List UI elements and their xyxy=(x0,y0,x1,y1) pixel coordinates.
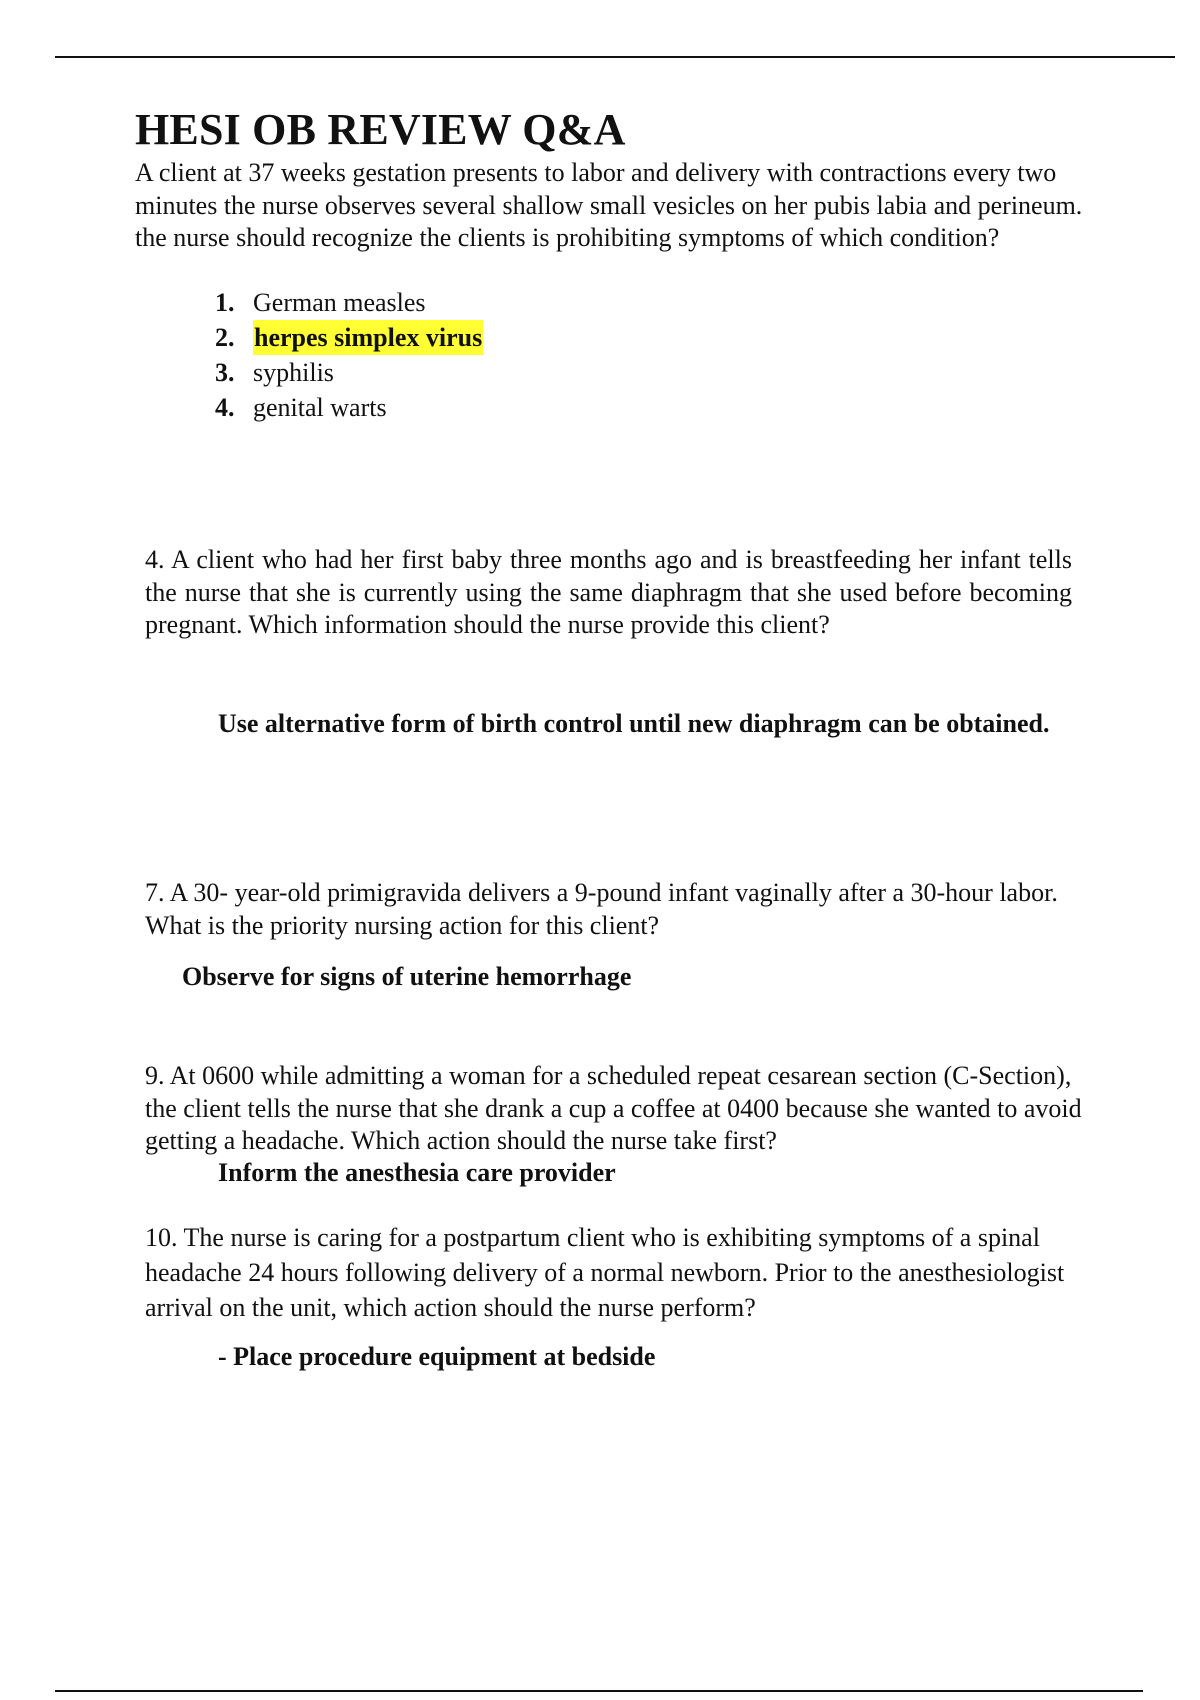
option-item xyxy=(215,355,483,390)
question-10-answer: - Place procedure equipment at bedside xyxy=(218,1342,656,1371)
option-text: syphilis xyxy=(253,358,334,387)
question-7-answer: Observe for signs of uterine hemorrhage xyxy=(182,962,632,991)
question-4-answer: Use alternative form of birth control until new diaphragm can be obtained. xyxy=(218,709,1050,738)
option-item xyxy=(215,285,483,320)
option-text: genital warts xyxy=(253,393,387,422)
header-rule xyxy=(55,56,1175,58)
option-text-highlighted: herpes simplex virus xyxy=(253,320,483,355)
option-number: 4. xyxy=(215,393,235,422)
question-10-text: 10. The nurse is caring for a postpartum client who is exhibiting symptoms of a spinal headache 24 hours following delivery of a normal newborn. Prior to the anesthesiologist arrival on the unit, which action should the nurse perform? xyxy=(145,1223,1065,1322)
question-1-text: A client at 37 weeks gestation presents to labor and delivery with contractions every two minutes the nurse observes several shallow small vesicles on her pubis labia and perineum. the nurse should recognize the clients is prohibiting symptoms of which condition? xyxy=(135,158,1083,252)
option-item xyxy=(215,390,483,425)
option-text: German measles xyxy=(253,288,426,317)
option-number: 3. xyxy=(215,358,235,387)
question-4-text: 4. A client who had her first baby three months ago and is breastfeeding her infant tells the nurse that she is currently using the same diaphragm that she used before becoming pregnant. Which information should the nurse provide this client? xyxy=(145,545,1072,639)
option-number: 1. xyxy=(215,288,235,317)
question-1-options xyxy=(215,285,483,425)
question-9-text: 9. At 0600 while admitting a woman for a scheduled repeat cesarean section (C-Section), the client tells the nurse that she drank a cup a coffee at 0400 because she wanted to avoid getting a headache. Which action should the nurse take first? xyxy=(145,1061,1082,1155)
option-number: 2. xyxy=(215,323,235,352)
question-9-answer: Inform the anesthesia care provider xyxy=(218,1158,616,1187)
option-item xyxy=(215,320,483,355)
footer-rule xyxy=(55,1690,1143,1692)
page-title: HESI OB REVIEW Q&A xyxy=(135,105,626,154)
question-7-text: 7. A 30- year-old primigravida delivers a 9-pound infant vaginally after a 30-hour labor. What is the priority nursing action for this client? xyxy=(145,878,1058,940)
